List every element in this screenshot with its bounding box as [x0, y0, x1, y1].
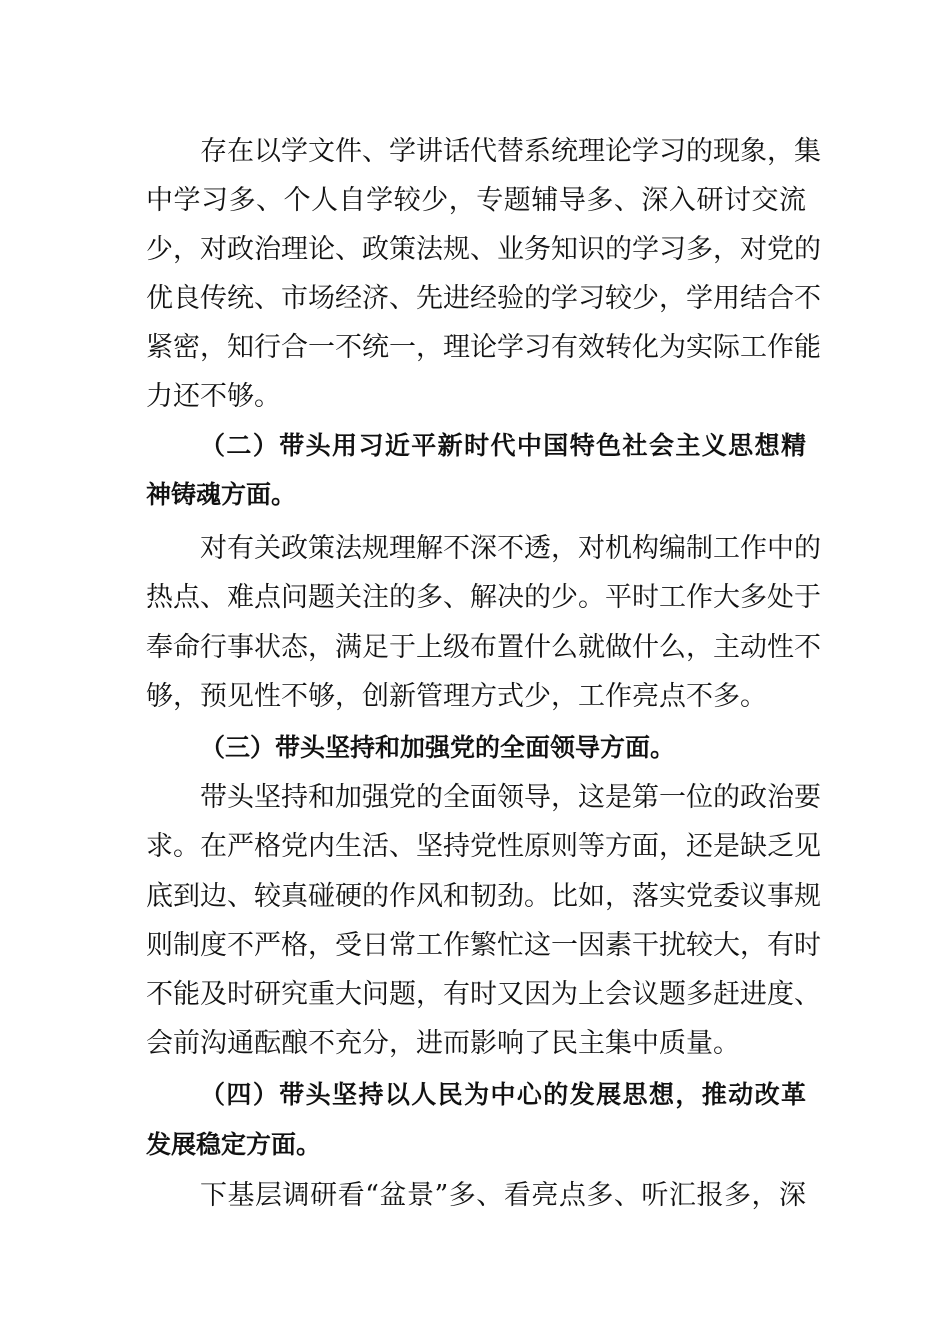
section-heading: 神铸魂方面。: [146, 480, 297, 509]
paragraph-line: 够，预见性不够，创新管理方式少，工作亮点不多。: [146, 681, 767, 712]
section-heading: （二）带头用习近平新时代中国特色社会主义思想精: [200, 431, 806, 460]
section-heading: （三）带头坚持和加强党的全面领导方面。: [200, 733, 676, 762]
section-heading: （四）带头坚持以人民为中心的发展思想，推动改革: [200, 1080, 806, 1109]
paragraph-line: 中学习多、个人自学较少，专题辅导多、深入研讨交流: [146, 185, 806, 216]
paragraph-line: 下基层调研看“盆景”多、看亮点多、听汇报多，深: [200, 1180, 806, 1211]
section-heading: 发展稳定方面。: [146, 1130, 322, 1159]
paragraph-line: 力还不够。: [146, 381, 281, 412]
paragraph-line: 则制度不严格，受日常工作繁忙这一因素干扰较大，有时: [146, 930, 821, 961]
paragraph-line: 会前沟通酝酿不充分，进而影响了民主集中质量。: [146, 1028, 740, 1059]
paragraph-line: 热点、难点问题关注的多、解决的少。平时工作大多处于: [146, 582, 821, 613]
paragraph-line: 对有关政策法规理解不深不透，对机构编制工作中的: [200, 533, 821, 564]
paragraph-line: 奉命行事状态，满足于上级布置什么就做什么，主动性不: [146, 632, 821, 663]
paragraph-line: 求。在严格党内生活、坚持党性原则等方面，还是缺乏见: [146, 831, 821, 862]
paragraph-line: 带头坚持和加强党的全面领导，这是第一位的政治要: [200, 782, 821, 813]
paragraph-line: 优良传统、市场经济、先进经验的学习较少，学用结合不: [146, 283, 821, 314]
paragraph-line: 存在以学文件、学讲话代替系统理论学习的现象，集: [200, 136, 821, 167]
paragraph-line: 少，对政治理论、政策法规、业务知识的学习多，对党的: [146, 234, 821, 265]
paragraph-line: 不能及时研究重大问题，有时又因为上会议题多赶进度、: [146, 979, 821, 1010]
paragraph-line: 底到边、较真碰硬的作风和韧劲。比如，落实党委议事规: [146, 881, 821, 912]
paragraph-line: 紧密，知行合一不统一，理论学习有效转化为实际工作能: [146, 332, 821, 363]
